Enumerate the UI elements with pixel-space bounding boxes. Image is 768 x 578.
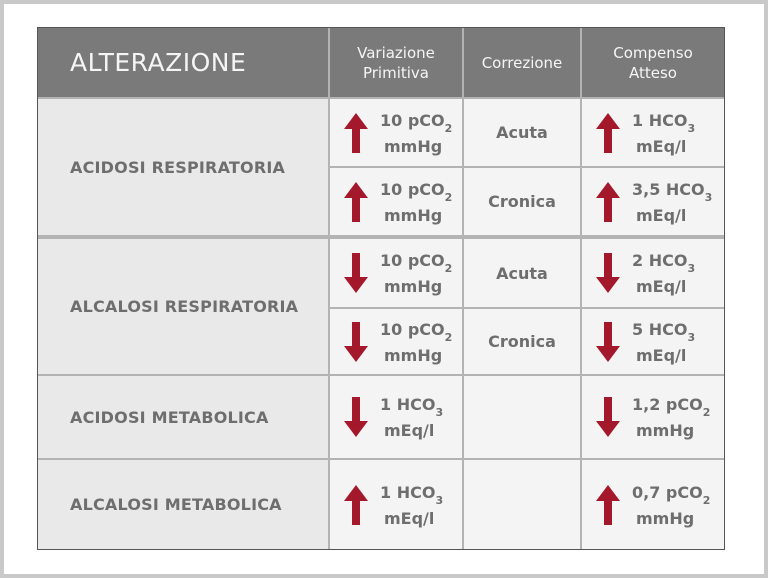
variazione-cell-unit: mEq/l: [384, 508, 435, 528]
arrow-up-icon: [596, 182, 620, 222]
compenso-cell-unit: mEq/l: [636, 136, 687, 156]
variazione-cell-formula: 10 pCO: [380, 251, 445, 270]
variazione-cell-line1: [380, 393, 443, 419]
variazione-cell-subscript: 2: [444, 190, 453, 204]
compenso-cell: [582, 99, 724, 166]
header-compenso-line1: Compenso: [613, 43, 693, 62]
compenso-cell-formula: 5 HCO: [632, 319, 688, 339]
variazione-cell-formula: 10 pCO: [380, 110, 445, 130]
acid-base-table: [37, 27, 725, 550]
arrow-up-icon: [344, 113, 368, 153]
variazione-cell-formula: 1 HCO: [380, 482, 436, 502]
compenso-cell-unit: mEq/l: [636, 345, 687, 365]
alterazione-cell: [38, 460, 328, 549]
variazione-cell-subscript: 2: [444, 330, 453, 344]
compenso-cell-line1: [632, 481, 710, 507]
header-alterazione: [38, 28, 328, 97]
compenso-cell-text: [632, 109, 695, 159]
alterazione-cell: [38, 99, 328, 235]
compenso-cell: [582, 376, 724, 458]
compenso-cell-subscript: 3: [687, 121, 696, 135]
arrow-down-icon: [596, 397, 620, 437]
header-alterazione-label: ALTERAZIONE: [70, 47, 247, 77]
compenso-cell-line1: [632, 178, 712, 204]
alterazione-cell: [38, 376, 328, 458]
compenso-cell-subscript: 3: [704, 190, 713, 204]
header-compenso-line2: Atteso: [629, 63, 677, 82]
arrow-up-icon: [344, 182, 368, 222]
header-variazione-line1: Variazione: [357, 43, 435, 62]
variazione-cell-unit: mmHg: [384, 345, 443, 365]
correzione-cell: [464, 99, 580, 166]
compenso-cell-line1: [632, 393, 710, 419]
compenso-cell-subscript: 3: [687, 262, 696, 275]
header-variazione-line2: Primitiva: [362, 63, 429, 82]
variazione-cell-formula: 10 pCO: [380, 319, 445, 339]
compenso-cell-unit: mmHg: [636, 508, 695, 528]
correzione-cell: [464, 460, 580, 549]
variazione-cell: [330, 239, 462, 307]
compenso-cell-line1: [632, 249, 695, 275]
correzione-cell: [464, 376, 580, 458]
compenso-cell-text: [632, 249, 695, 299]
compenso-cell-subscript: 2: [702, 406, 711, 419]
header-compenso: [582, 28, 724, 97]
compenso-cell-subscript: 2: [702, 493, 711, 507]
compenso-cell-unit: mEq/l: [636, 205, 687, 225]
variazione-cell-text: [380, 249, 452, 299]
compenso-cell-text: [632, 393, 710, 443]
compenso-cell: [582, 168, 724, 235]
variazione-cell: [330, 376, 462, 458]
variazione-cell: [330, 460, 462, 549]
variazione-cell-subscript: 3: [435, 406, 444, 419]
variazione-cell-text: [380, 109, 452, 159]
compenso-cell-line1: [632, 109, 695, 135]
variazione-cell: [330, 99, 462, 166]
variazione-cell-text: [380, 393, 443, 443]
alterazione-label: ACIDOSI RESPIRATORIA: [70, 157, 286, 177]
arrow-down-icon: [344, 322, 368, 362]
header-correzione: [464, 28, 580, 97]
arrow-up-icon: [596, 113, 620, 153]
alterazione-cell: [38, 239, 328, 374]
variazione-cell-unit: mEq/l: [384, 421, 435, 440]
variazione-cell-text: [380, 318, 452, 368]
arrow-down-icon: [344, 253, 368, 293]
variazione-cell: [330, 168, 462, 235]
arrow-down-icon: [344, 397, 368, 437]
compenso-cell: [582, 239, 724, 307]
compenso-cell-formula: 3,5 HCO: [632, 179, 705, 199]
compenso-cell-subscript: 3: [687, 330, 696, 344]
correzione-cell: [464, 168, 580, 235]
header-variazione: [330, 28, 462, 97]
compenso-cell-text: [632, 318, 695, 368]
variazione-cell-formula: 10 pCO: [380, 179, 445, 199]
variazione-cell-line1: [380, 178, 452, 204]
compenso-cell-formula: 1 HCO: [632, 110, 688, 130]
variazione-cell-text: [380, 481, 443, 531]
variazione-cell-unit: mmHg: [384, 205, 443, 225]
alterazione-label: ACIDOSI METABOLICA: [70, 407, 269, 427]
compenso-cell-text: [632, 481, 710, 531]
variazione-cell-formula: 1 HCO: [380, 395, 436, 414]
arrow-down-icon: [596, 322, 620, 362]
variazione-cell-line1: [380, 481, 443, 507]
correzione-cell: [464, 239, 580, 307]
arrow-up-icon: [344, 485, 368, 525]
alterazione-label: ALCALOSI RESPIRATORIA: [70, 297, 299, 316]
variazione-cell-unit: mmHg: [384, 277, 443, 296]
arrow-down-icon: [596, 253, 620, 293]
correzione-label: Acuta: [496, 123, 548, 142]
correzione-label: Cronica: [488, 332, 556, 351]
variazione-cell-subscript: 2: [444, 262, 453, 275]
compenso-cell-unit: mmHg: [636, 421, 695, 440]
arrow-up-icon: [596, 485, 620, 525]
header-correzione-label: Correzione: [481, 53, 563, 72]
compenso-cell-formula: 1,2 pCO: [632, 395, 703, 414]
correzione-cell: [464, 309, 580, 374]
compenso-cell-formula: 0,7 pCO: [632, 482, 703, 502]
correzione-label: Acuta: [496, 263, 548, 283]
variazione-cell-line1: [380, 249, 452, 275]
compenso-cell-line1: [632, 318, 695, 344]
compenso-cell: [582, 309, 724, 374]
correzione-label: Cronica: [488, 192, 556, 211]
variazione-cell-text: [380, 178, 452, 228]
variazione-cell: [330, 309, 462, 374]
compenso-cell: [582, 460, 724, 549]
variazione-cell-subscript: 2: [444, 121, 453, 135]
compenso-cell-formula: 2 HCO: [632, 251, 688, 270]
variazione-cell-line1: [380, 109, 452, 135]
compenso-cell-unit: mEq/l: [636, 277, 687, 296]
variazione-cell-subscript: 3: [435, 493, 444, 507]
alterazione-label: ALCALOSI METABOLICA: [70, 495, 282, 514]
variazione-cell-unit: mmHg: [384, 136, 443, 156]
variazione-cell-line1: [380, 318, 452, 344]
compenso-cell-text: [632, 178, 712, 228]
